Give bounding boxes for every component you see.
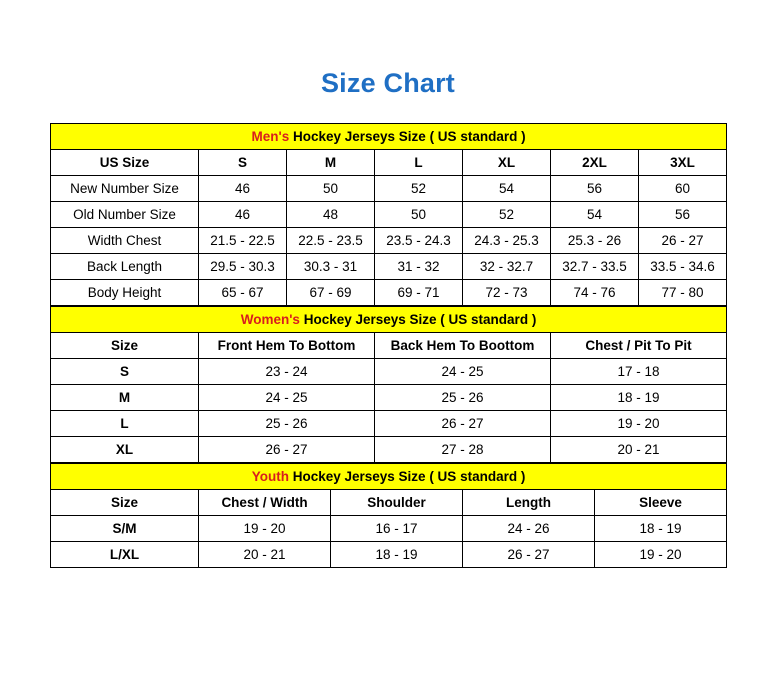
mens-row-2-val-4: 25.3 - 26 (551, 228, 639, 254)
mens-row-4-val-4: 74 - 76 (551, 280, 639, 306)
mens-section-header (51, 124, 727, 150)
mens-col-4: XL (463, 150, 551, 176)
mens-row-1-val-4: 54 (551, 202, 639, 228)
mens-row-2-val-2: 23.5 - 24.3 (375, 228, 463, 254)
table-header-row (51, 150, 727, 176)
mens-row-1-val-1: 48 (287, 202, 375, 228)
womens-col-1: Front Hem To Bottom (199, 333, 375, 359)
womens-col-3: Chest / Pit To Pit (551, 333, 727, 359)
table-row (51, 516, 727, 542)
womens-row-0-val-0: 23 - 24 (199, 359, 375, 385)
mens-row-4-label: Body Height (51, 280, 199, 306)
mens-size-table (50, 123, 727, 306)
mens-row-3-val-4: 32.7 - 33.5 (551, 254, 639, 280)
table-row (51, 202, 727, 228)
youth-row-0-val-2: 24 - 26 (463, 516, 595, 542)
mens-header-rest: Hockey Jerseys Size ( US standard ) (289, 129, 526, 144)
table-row (51, 437, 727, 463)
mens-row-2-label: Width Chest (51, 228, 199, 254)
womens-col-2: Back Hem To Boottom (375, 333, 551, 359)
page-title: Size Chart (320, 68, 456, 98)
youth-header-rest: Hockey Jerseys Size ( US standard ) (288, 469, 526, 484)
mens-row-0-val-4: 56 (551, 176, 639, 202)
youth-row-1-label: L/XL (51, 542, 199, 568)
womens-row-3-label: XL (51, 437, 199, 463)
table-row (51, 359, 727, 385)
mens-row-0-val-2: 52 (375, 176, 463, 202)
mens-row-4-val-2: 69 - 71 (375, 280, 463, 306)
womens-row-1-val-2: 18 - 19 (551, 385, 727, 411)
womens-row-1-val-1: 25 - 26 (375, 385, 551, 411)
mens-row-3-val-0: 29.5 - 30.3 (199, 254, 287, 280)
table-row (51, 254, 727, 280)
table-row (51, 542, 727, 568)
womens-section-header (51, 307, 727, 333)
womens-row-1-val-0: 24 - 25 (199, 385, 375, 411)
mens-row-2-val-1: 22.5 - 23.5 (287, 228, 375, 254)
mens-row-2-val-0: 21.5 - 22.5 (199, 228, 287, 254)
womens-row-1-label: M (51, 385, 199, 411)
youth-section-header (51, 464, 727, 490)
table-row (51, 176, 727, 202)
mens-row-2-val-5: 26 - 27 (639, 228, 727, 254)
mens-row-4-val-1: 67 - 69 (287, 280, 375, 306)
womens-row-3-val-2: 20 - 21 (551, 437, 727, 463)
mens-row-0-val-5: 60 (639, 176, 727, 202)
mens-col-5: 2XL (551, 150, 639, 176)
youth-row-0-val-3: 18 - 19 (595, 516, 727, 542)
womens-row-2-val-2: 19 - 20 (551, 411, 727, 437)
womens-header-accent: Women's (240, 312, 300, 327)
mens-row-0-val-3: 54 (463, 176, 551, 202)
womens-row-2-label: L (51, 411, 199, 437)
womens-row-3-val-1: 27 - 28 (375, 437, 551, 463)
youth-row-1-val-2: 26 - 27 (463, 542, 595, 568)
youth-row-1-val-1: 18 - 19 (331, 542, 463, 568)
mens-row-3-val-2: 31 - 32 (375, 254, 463, 280)
table-row (51, 228, 727, 254)
youth-row-1-val-0: 20 - 21 (199, 542, 331, 568)
mens-row-4-val-0: 65 - 67 (199, 280, 287, 306)
mens-row-0-label: New Number Size (51, 176, 199, 202)
youth-col-3: Length (463, 490, 595, 516)
youth-size-table (50, 463, 727, 568)
mens-row-3-val-3: 32 - 32.7 (463, 254, 551, 280)
womens-row-2-val-0: 25 - 26 (199, 411, 375, 437)
mens-col-1: S (199, 150, 287, 176)
youth-col-1: Chest / Width (199, 490, 331, 516)
mens-col-6: 3XL (639, 150, 727, 176)
mens-col-0: US Size (51, 150, 199, 176)
size-chart-container (50, 99, 726, 568)
mens-row-1-label: Old Number Size (51, 202, 199, 228)
youth-row-0-val-1: 16 - 17 (331, 516, 463, 542)
youth-row-0-val-0: 19 - 20 (199, 516, 331, 542)
womens-col-0: Size (51, 333, 199, 359)
mens-row-1-val-5: 56 (639, 202, 727, 228)
table-section-header-row (51, 124, 727, 150)
mens-row-3-label: Back Length (51, 254, 199, 280)
mens-row-4-val-5: 77 - 80 (639, 280, 727, 306)
youth-header-accent: Youth (251, 469, 289, 484)
table-row (51, 385, 727, 411)
mens-row-1-val-0: 46 (199, 202, 287, 228)
mens-header-accent: Men's (251, 129, 290, 144)
table-header-row (51, 333, 727, 359)
womens-row-0-val-2: 17 - 18 (551, 359, 727, 385)
mens-row-1-val-3: 52 (463, 202, 551, 228)
table-row (51, 411, 727, 437)
mens-row-3-val-5: 33.5 - 34.6 (639, 254, 727, 280)
mens-col-2: M (287, 150, 375, 176)
mens-row-3-val-1: 30.3 - 31 (287, 254, 375, 280)
youth-col-2: Shoulder (331, 490, 463, 516)
table-section-header-row (51, 464, 727, 490)
womens-row-3-val-0: 26 - 27 (199, 437, 375, 463)
mens-row-0-val-0: 46 (199, 176, 287, 202)
youth-col-4: Sleeve (595, 490, 727, 516)
table-header-row (51, 490, 727, 516)
youth-row-1-val-3: 19 - 20 (595, 542, 727, 568)
table-row (51, 280, 727, 306)
mens-row-4-val-3: 72 - 73 (463, 280, 551, 306)
womens-size-table (50, 306, 727, 463)
womens-header-rest: Hockey Jerseys Size ( US standard ) (299, 312, 537, 327)
womens-row-0-label: S (51, 359, 199, 385)
youth-col-0: Size (51, 490, 199, 516)
mens-row-2-val-3: 24.3 - 25.3 (463, 228, 551, 254)
womens-row-0-val-1: 24 - 25 (375, 359, 551, 385)
youth-row-0-label: S/M (51, 516, 199, 542)
womens-row-2-val-1: 26 - 27 (375, 411, 551, 437)
table-section-header-row (51, 307, 727, 333)
mens-row-1-val-2: 50 (375, 202, 463, 228)
mens-row-0-val-1: 50 (287, 176, 375, 202)
mens-col-3: L (375, 150, 463, 176)
